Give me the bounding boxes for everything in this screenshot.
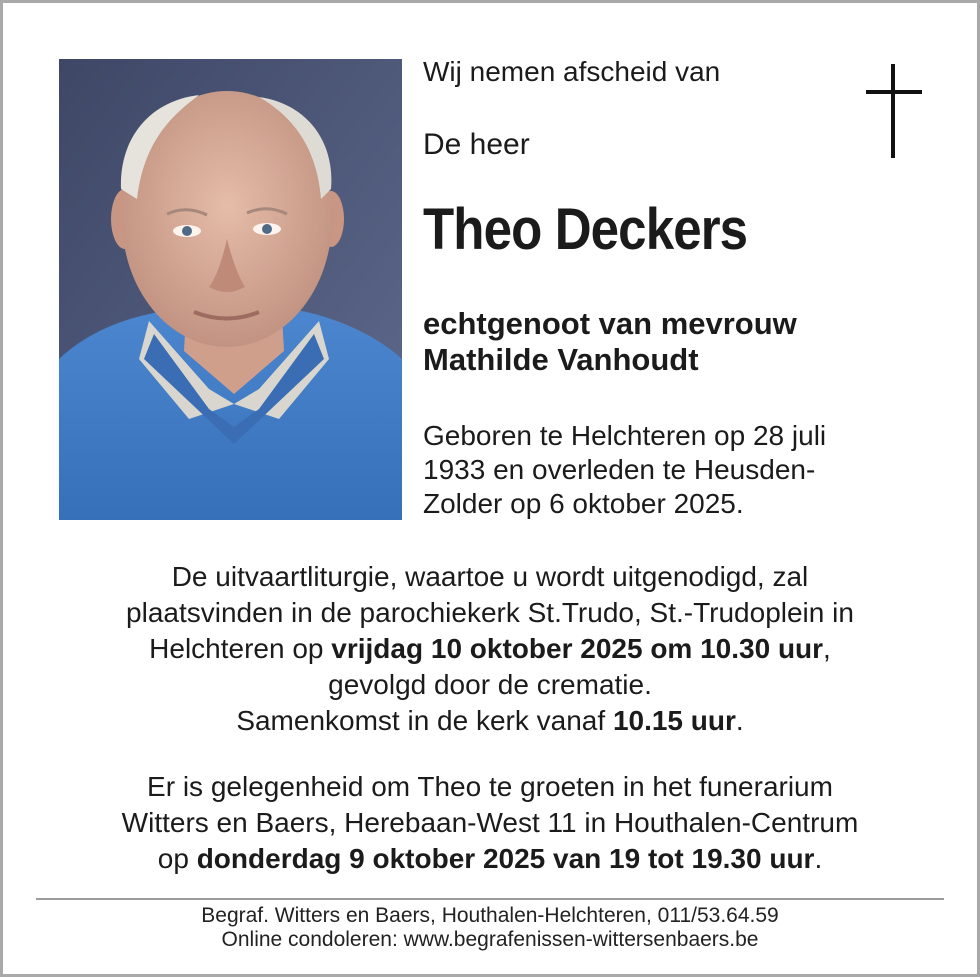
deceased-name: Theo Deckers bbox=[423, 197, 748, 262]
greeting-line: Er is gelegenheid om Theo te groeten in het funerarium bbox=[147, 771, 833, 802]
liturgy-date: vrijdag 10 oktober 2025 om 10.30 uur bbox=[331, 633, 824, 664]
cross-icon bbox=[866, 64, 922, 158]
liturgy-line: gevolgd door de crematie. bbox=[328, 669, 652, 700]
spouse-name: Mathilde Vanhoudt bbox=[423, 342, 699, 377]
footer bbox=[0, 904, 980, 952]
portrait-photo bbox=[59, 59, 402, 520]
greeting-line: op donderdag 9 oktober 2025 van 19 tot 19.30 uur. bbox=[157, 843, 823, 874]
greeting-date: donderdag 9 oktober 2025 van 19 tot 19.30 uur bbox=[196, 843, 815, 874]
liturgy-line: plaatsvinden in de parochiekerk St.Trudo, St.-Trudoplein in bbox=[126, 597, 854, 628]
condolence-link[interactable]: Online condoleren: www.begrafenissen-wittersenbaers.be bbox=[221, 928, 759, 951]
undertaker-info: Begraf. Witters en Baers, Houthalen-Helchteren, 011/53.64.59 bbox=[201, 904, 779, 927]
birth-line: 1933 en overleden te Heusden- bbox=[423, 454, 816, 485]
liturgy-line: Helchteren op vrijdag 10 oktober 2025 om 10.30 uur, bbox=[149, 633, 831, 664]
honorific-title: De heer bbox=[423, 128, 530, 161]
greeting-paragraph bbox=[0, 769, 980, 877]
spouse-info bbox=[423, 306, 797, 378]
intro-text: Wij nemen afscheid van bbox=[423, 56, 721, 87]
liturgy-line: Samenkomst in de kerk vanaf 10.15 uur. bbox=[236, 705, 744, 736]
divider bbox=[36, 898, 944, 900]
gathering-time: 10.15 uur bbox=[612, 705, 736, 736]
greeting-line: Witters en Baers, Herebaan-West 11 in Houthalen-Centrum bbox=[121, 807, 859, 838]
liturgy-paragraph bbox=[0, 559, 980, 739]
birth-line: Zolder op 6 oktober 2025. bbox=[423, 488, 744, 519]
birth-line: Geboren te Helchteren op 28 juli bbox=[423, 420, 827, 451]
liturgy-line: De uitvaartliturgie, waartoe u wordt uitgenodigd, zal bbox=[171, 561, 809, 592]
birth-death-info bbox=[423, 419, 873, 521]
spouse-line: echtgenoot van mevrouw bbox=[423, 306, 797, 341]
